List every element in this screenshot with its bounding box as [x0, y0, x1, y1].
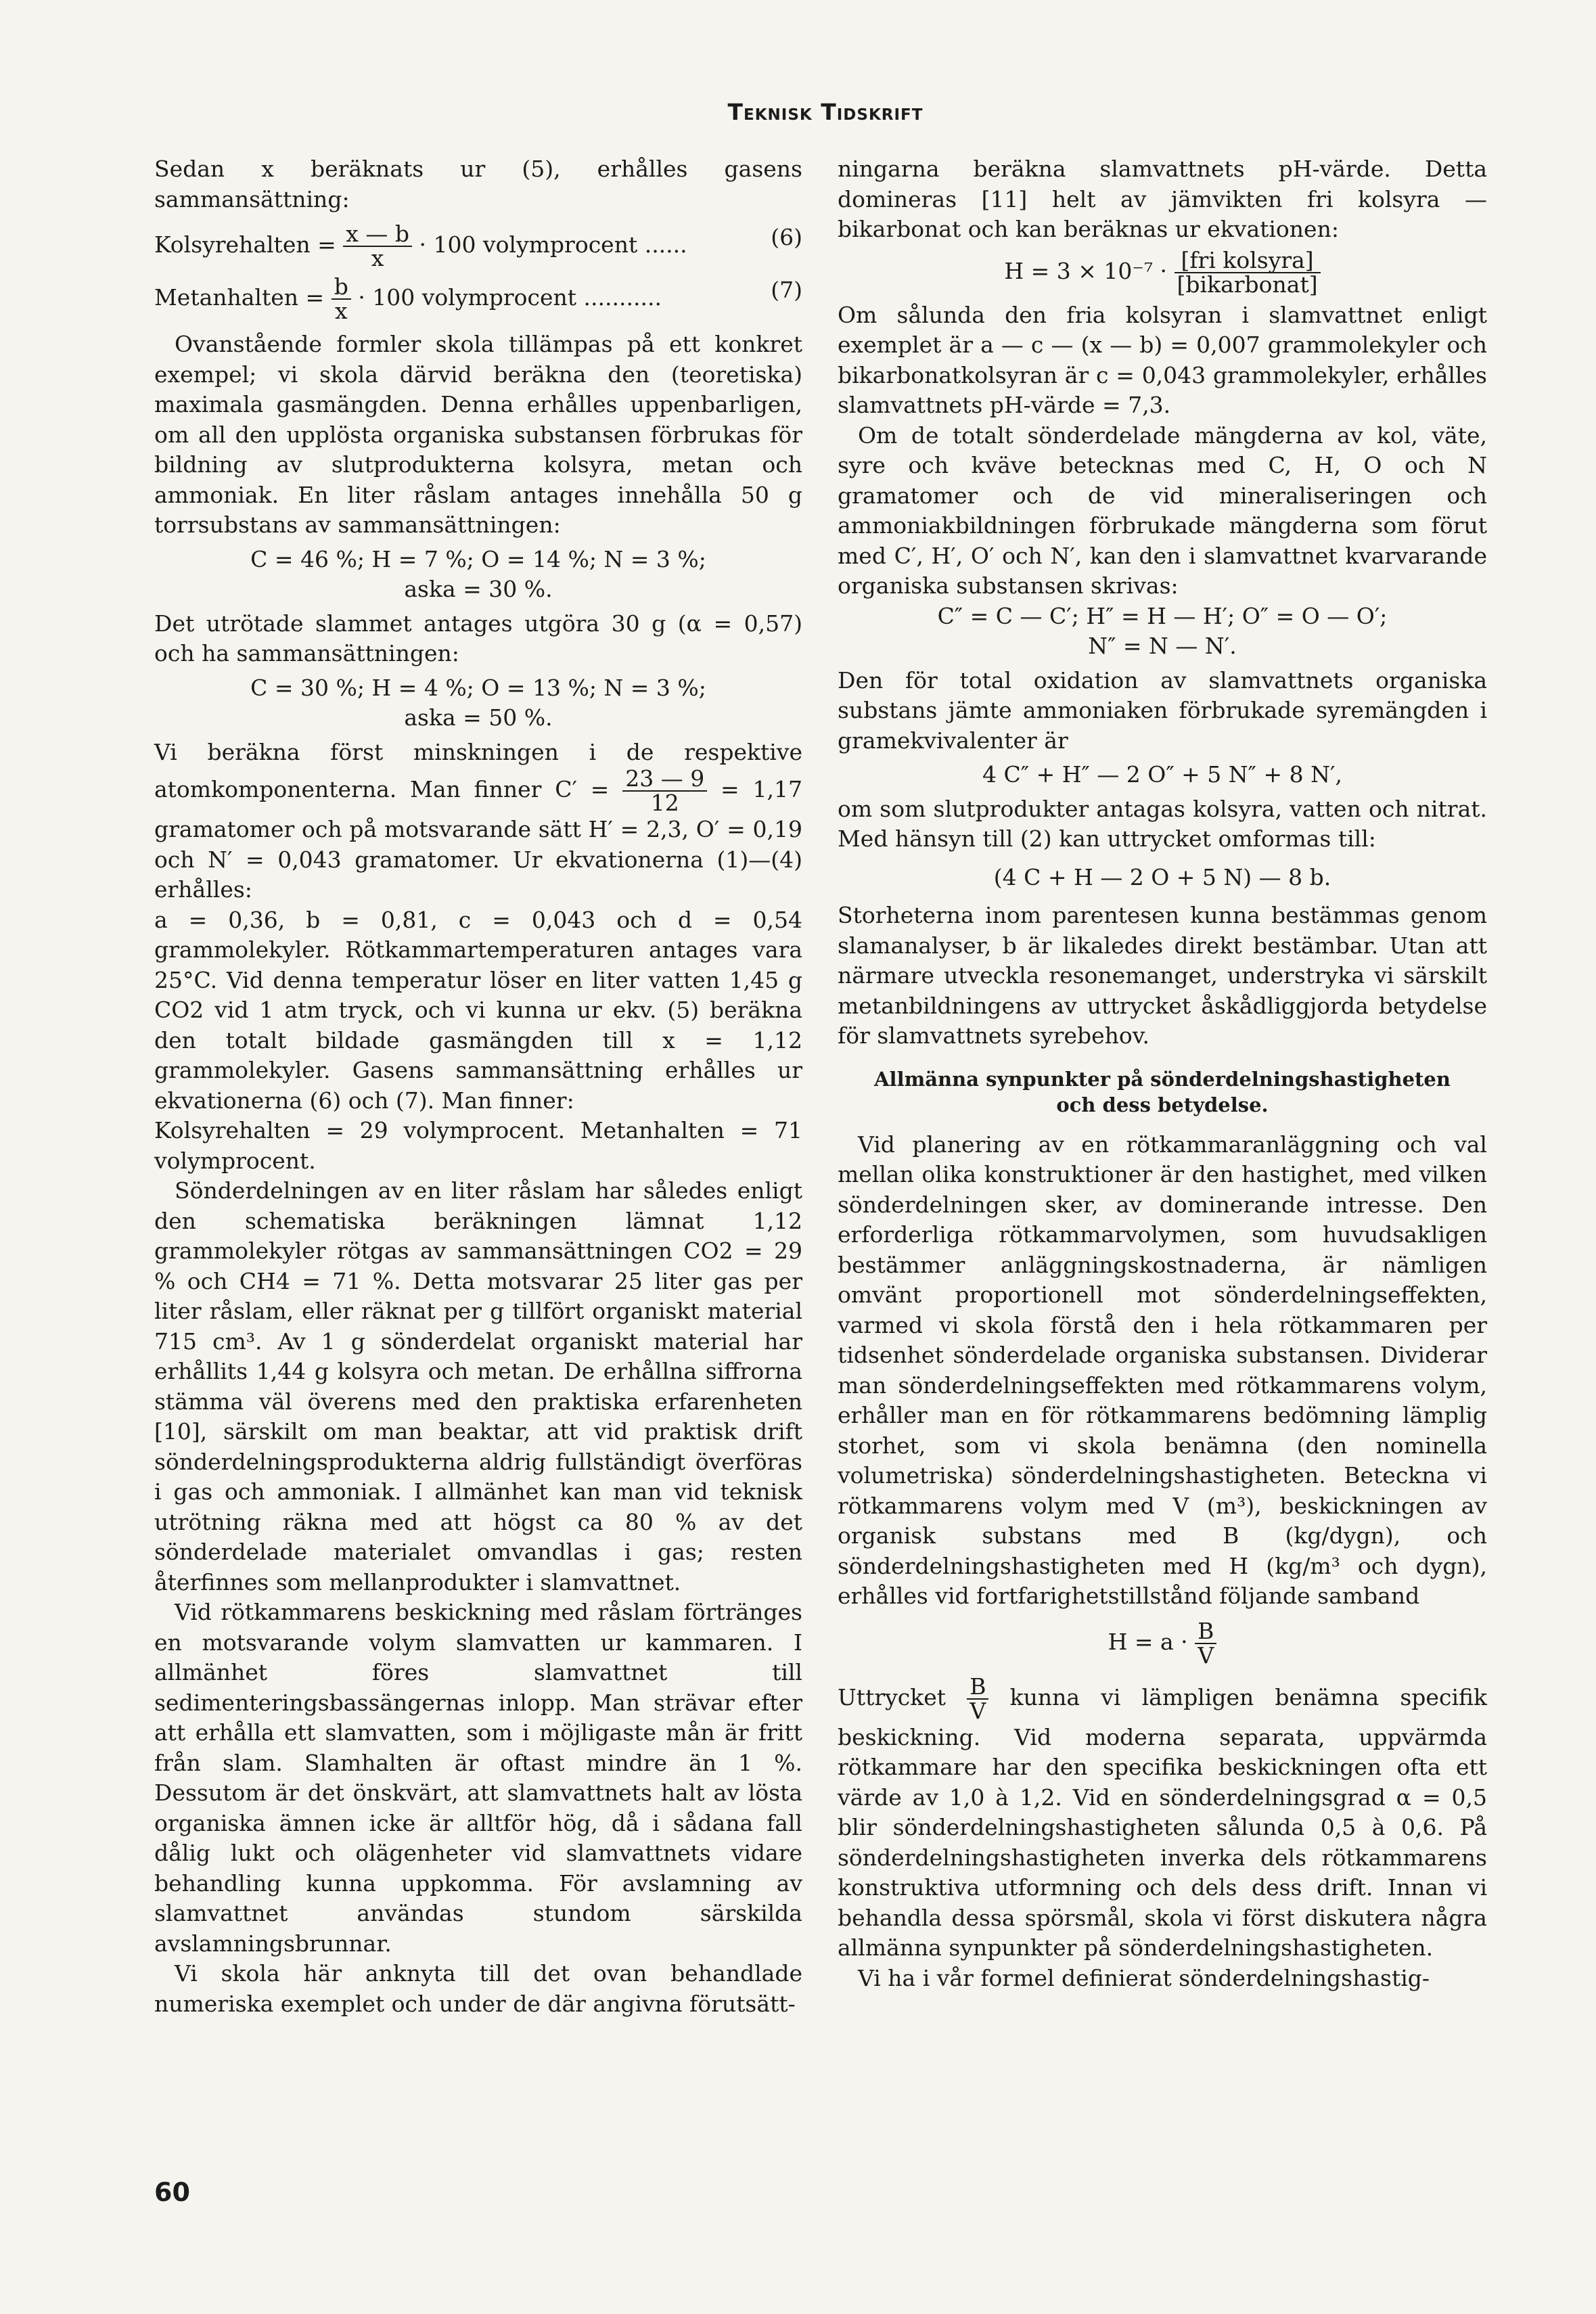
equation-7 [154, 275, 802, 323]
paragraph: Den för total oxidation av slamvattnets organiska substans jämte ammoniaken förbrukade syremängden i gramekvivalenter är [838, 666, 1487, 754]
fraction: $\frac{b}{x}$ [332, 275, 351, 323]
equation-number: (7) [771, 277, 802, 303]
paragraph: Om de totalt sönderdelade mängderna av kol, väte, syre och kväve betecknas med C, H, O och N gramatomer och de vid mineraliseringen och ammoniakbildningen förbrukade mängderna som förut med C′, H′, O′ och N′, kan den i slamvattnet kvarvarande organiska substansen skrivas: [838, 422, 1487, 599]
composition-line: C = 46 %; H = 7 %; O = 14 %; N = 3 %; [250, 545, 706, 572]
fraction: $\frac{23 — 9}{12}$ [622, 767, 707, 815]
running-header: Teknisk Tidskrift [727, 99, 924, 125]
fraction: $\frac{\text{[fri kolsyra]}}{\text{[bikarbonat]}}$ [1175, 249, 1321, 296]
fraction: $\frac{B}{V}$ [1195, 1620, 1216, 1667]
paragraph: Sedan x beräknats ur (5), erhålles gasens sammansättning: [154, 156, 802, 212]
equation-ph: H = 3 × 10⁻⁷ · $\frac{\text{[fri kolsyra]}}{\text{[bikarbonat]}}$ [838, 249, 1487, 296]
paragraph: Om sålunda den fria kolsyran i slamvattnet enligt exemplet är a — c — (x — b) = 0,007 grammolekyler och bikarbonatkolsyran är c = 0,043 grammolekyler, erhålles slamvattnets pH-värde = 7,3. [838, 301, 1487, 418]
equation-hb: H = a · $\frac{B}{V}$ [838, 1620, 1487, 1667]
equation-label: Kolsyrehalten = [154, 231, 336, 258]
composition-line: aska = 50 %. [404, 704, 553, 731]
paragraph: Vid rötkammarens beskickning med råslam förtränges en motsvarande volym slamvatten ur kammaren. I allmänhet föres slamvattnet till sedimenteringsbassängernas inlopp. Man strävar efter att erhålla ett slamvatten, som i möjligaste mån är fritt från slam. Slamhalten är oftast mindre än 1 %. Dessutom är det önskvärt, att slamvattnets halt av lösta organiska ämnen icke är alltför hög, då i sådana fall dålig lukt och olägenheter vid slamvattnets vidare behandling kunna uppkomma. För avslamning av slamvattnet användas stundom särskilda avslamningsbrunnar. [154, 1599, 802, 1957]
composition-line: aska = 30 %. [404, 576, 553, 602]
left-column [154, 154, 802, 2019]
paragraph: Vi beräkna först minskningen i de respektive atomkomponenterna. Man finner C′ = $\frac{23 — 9}{12}$ = 1,17 gramatomer och på motsvarande sätt H′ = 2,3, O′ = 0,19 och N′ = 0,043 gramatomer. Ur ekvationerna (1)—(4) erhålles: [154, 738, 802, 903]
equation-line: C″ = C — C′; H″ = H — H′; O″ = O — O′; [937, 602, 1388, 629]
equation-label: Metanhalten = [154, 284, 325, 311]
equation-number: (6) [771, 224, 802, 250]
paragraph: om som slutprodukter antagas kolsyra, vatten och nitrat. Med hänsyn till (2) kan uttrycket omformas till: [838, 795, 1487, 852]
paragraph: a = 0,36, b = 0,81, c = 0,043 och d = 0,54 grammolekyler. Rötkammartemperaturen antages vara 25°C. Vid denna temperatur löser en liter vatten 1,45 g CO2 vid 1 atm tryck, och vi kunna ur ekv. (5) beräkna den totalt bildade gasmängden till x = 1,12 grammolekyler. Gasens sammansättning erhålles ur ekvationerna (6) och (7). Man finner: [154, 906, 802, 1114]
paragraph: Vid planering av en rötkammaranläggning och val mellan olika konstruktioner är den hastighet, med vilken sönderdelningen sker, av dominerande intresse. Den erforderliga rötkammarvolymen, som huvudsakligen bestämmer anläggningskostnaderna, är nämligen omvänt proportionell mot sönderdelningseffekten, varmed vi skola förstå den i hela rötkammaren per tidsenhet sönderdelade organiska substansen. Dividerar man sönderdelningseffekten med rötkammarens volym, erhåller man en för rötkammarens bedömning lämplig storhet, som vi skola benämna (den nominella volumetriska) sönderdelningshastigheten. Beteckna vi rötkammarens volym med V (m³), beskickningen av organisk substans med B (kg/dygn), och sönderdelningshastigheten med H (kg/m³ och dygn), erhålles vid fortfarighetstillstånd följande samband [838, 1131, 1487, 1609]
paragraph: Kolsyrehalten = 29 volymprocent. Metanhalten = 71 volymprocent. [154, 1117, 802, 1174]
paragraph: Sönderdelningen av en liter råslam har således enligt den schematiska beräkningen lämnat 1,12 grammolekyler rötgas av sammansättningen CO2 = 29 % och CH4 = 71 %. Detta motsvarar 25 liter gas per liter råslam, eller räknat per g tillfört organiskt material 715 cm³. Av 1 g sönderdelat organiskt material har erhållits 1,44 g kolsyra och metan. De erhållna siffrorna stämma väl överens med den praktiska erfarenheten [10], särskilt om man beaktar, att vid praktisk drift sönderdelningsprodukterna aldrig fullständigt överföras i gas och ammoniak. I allmänhet kan man vid teknisk utrötning räkna med att högst ca 80 % av det sönderdelade materialet omvandlas i gas; resten återfinnes som mellanprodukter i slamvattnet. [154, 1177, 802, 1595]
fraction: $\frac{x — b}{x}$ [343, 223, 412, 270]
right-column [838, 154, 1487, 1993]
equation-line: N″ = N — N′. [1088, 633, 1237, 659]
paragraph: Vi skola här anknyta till det ovan behandlade numeriska exemplet och under de där angivna förutsätt- [154, 1960, 802, 2017]
equation-text: · 100 volymprocent ........... [358, 284, 662, 311]
equation-line: (4 C + H — 2 O + 5 N) — 8 b. [993, 863, 1331, 890]
fraction: $\frac{B}{V}$ [967, 1675, 988, 1723]
paragraph: ningarna beräkna slamvattnets pH-värde. Detta domineras [11] helt av jämvikten fri kolsyra — bikarbonat och kan beräknas ur ekvationen: [838, 156, 1487, 242]
paragraph: Ovanstående formler skola tillämpas på ett konkret exempel; vi skola därvid beräkna den (teoretiska) maximala gasmängden. Denna erhålles uppenbarligen, om all den upplösta organiska substansen förbrukas för bildning av slutprodukterna kolsyra, metan och ammoniak. En liter råslam antages innehålla 50 g torrsubstans av sammansättningen: [154, 331, 802, 538]
paragraph: Vi ha i vår formel definierat sönderdelningshastig- [858, 1964, 1430, 1991]
equation-6 [154, 223, 802, 270]
equation-line: 4 C″ + H″ — 2 O″ + 5 N″ + 8 N′, [982, 761, 1342, 788]
paragraph: Uttrycket $\frac{B}{V}$ kunna vi lämpligen benämna specifik beskickning. Vid moderna separata, uppvärmda rötkammare har den specifika beskickningen ofta ett värde av 1,0 à 1,2. Vid en sönderdelningsgrad α = 0,5 blir sönderdelningshastigheten sålunda 0,5 à 0,6. På sönderdelningshastigheten inverka dels rötkammarens konstruktiva utformning och dels dess drift. Innan vi behandla dessa spörsmål, skola vi först diskutera några allmänna synpunkter på sönderdelningshastigheten. [838, 1673, 1487, 1961]
paragraph: Det utrötade slammet antages utgöra 30 g (α = 0,57) och ha sammansättningen: [154, 610, 802, 666]
section-heading: Allmänna synpunkter på sönderdelningshastigheten och dess betydelse. [874, 1067, 1451, 1116]
paragraph: Storheterna inom parentesen kunna bestämmas genom slamanalyser, b är likaledes direkt bestämbar. Utan att närmare utveckla resonemanget, understryka vi särskilt metanbildningens av uttrycket åskådliggjorda betydelse för slamvattnets syrebehov. [838, 902, 1487, 1049]
page-number: 60 [154, 2177, 190, 2207]
equation-text: · 100 volymprocent ...... [419, 231, 687, 258]
composition-line: C = 30 %; H = 4 %; O = 13 %; N = 3 %; [250, 674, 706, 701]
